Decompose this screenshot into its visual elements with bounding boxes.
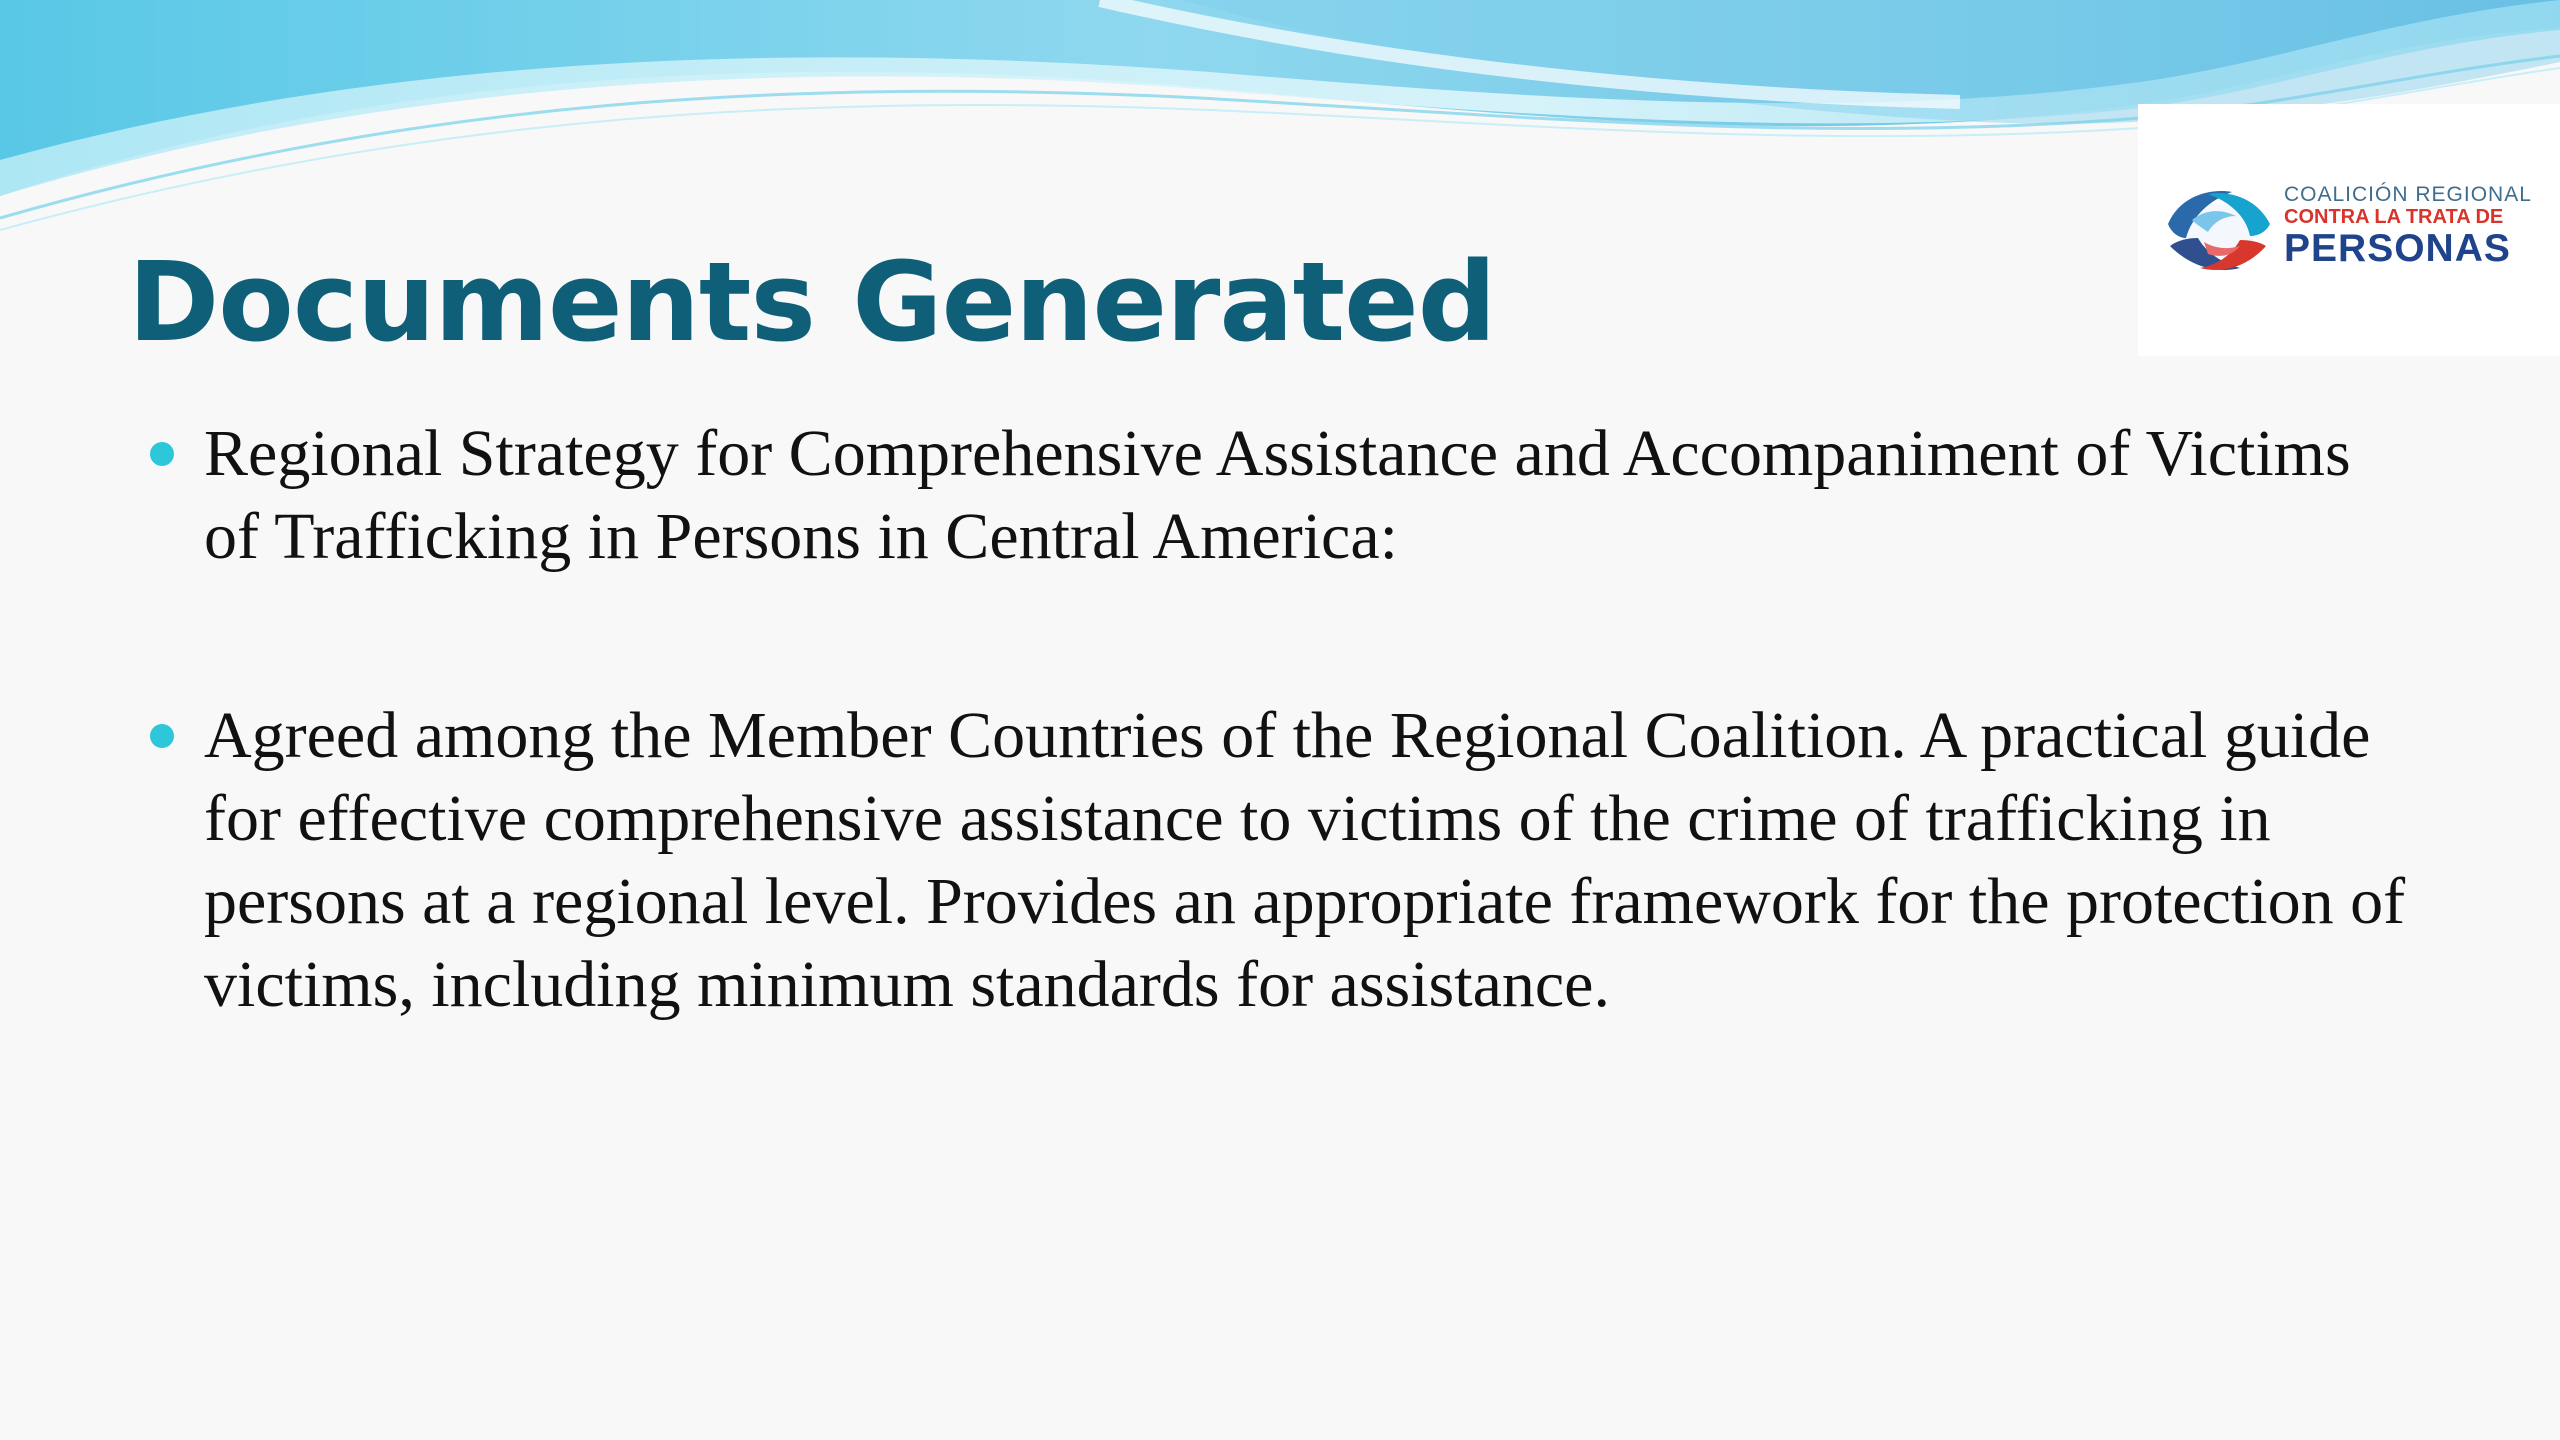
bullet-text: Agreed among the Member Countries of the Regional Coalition. A practical guide for effective comprehensive assistance to victims of the crime of trafficking in persons at a regional level. Provides an appropriate framework for the protection of victims, including minimum standards for assistance. bbox=[204, 699, 2406, 1021]
coalition-logo-icon bbox=[2162, 186, 2274, 276]
bullet-text: Regional Strategy for Comprehensive Assistance and Accompaniment of Victims of Trafficking in Persons in Central America: bbox=[204, 417, 2351, 573]
logo-line-3: PERSONAS bbox=[2284, 227, 2511, 270]
logo-line-1: COALICIÓN REGIONAL bbox=[2284, 183, 2532, 206]
slide-title: Documents Generated bbox=[128, 238, 1496, 366]
bullet-list bbox=[146, 412, 2406, 1026]
logo-line-2: CONTRA LA TRATA DE bbox=[2284, 206, 2504, 228]
bullet-item-agreement bbox=[146, 694, 2406, 1026]
bullet-item-strategy bbox=[146, 412, 2406, 578]
bullet-dot-icon bbox=[150, 724, 174, 748]
logo-text bbox=[2284, 184, 2532, 268]
bullet-dot-icon bbox=[150, 442, 174, 466]
coalition-logo bbox=[2138, 104, 2560, 356]
